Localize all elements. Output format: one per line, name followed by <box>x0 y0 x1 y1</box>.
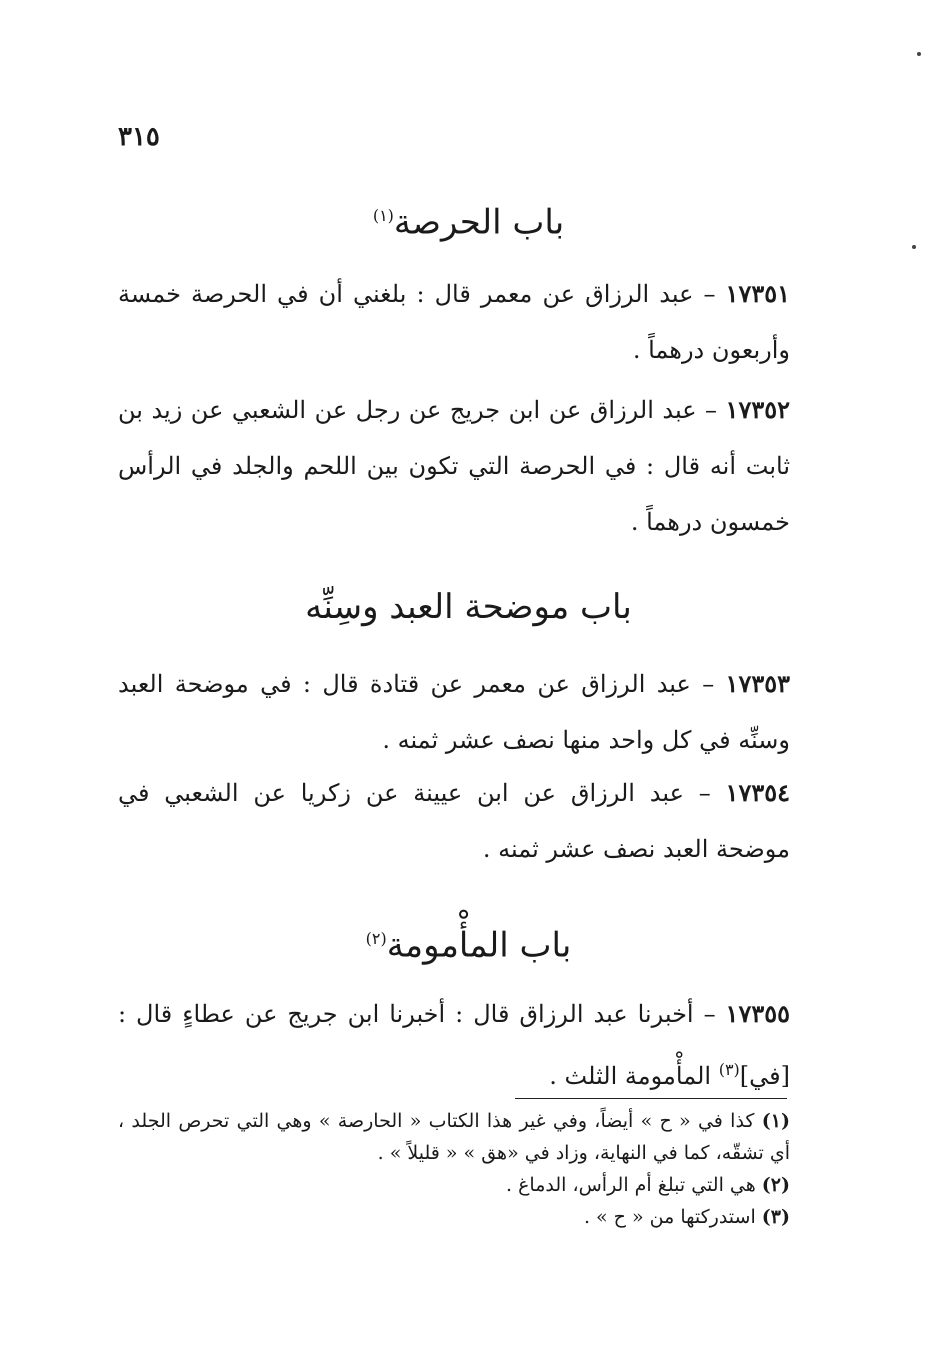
section-heading <box>0 194 937 244</box>
hadith-number: ١٧٣٥٤ <box>725 778 790 807</box>
section-title: باب المأْمومة <box>386 925 572 966</box>
footnote <box>118 1169 790 1201</box>
scan-speck <box>912 245 916 249</box>
footnote-ref: (١) <box>372 206 394 225</box>
page-number: ٣١٥ <box>118 122 160 152</box>
hadith-text: – أخبرنا عبد الرزاق قال : أخبرنا ابن جريج عن عطاءٍ قال : [في] <box>118 1000 790 1090</box>
footnote-text: هي التي تبلغ أم الرأس، الدماغ . <box>506 1174 762 1196</box>
hadith-text: المأْمومة الثلث . <box>549 1062 719 1090</box>
hadith-entry <box>118 266 790 378</box>
section-title: باب الحرصة <box>393 202 565 243</box>
hadith-text: – عبد الرزاق عن معمر قال : بلغني أن في الحرصة خمسة وأربعون درهماً . <box>118 280 790 364</box>
hadith-number: ١٧٣٥٢ <box>725 395 790 424</box>
footnote-number: (١) <box>761 1110 790 1132</box>
footnote-divider <box>515 1098 787 1099</box>
section-title: باب موضحة العبد وسِنِّه <box>305 587 632 627</box>
scan-speck <box>917 52 921 56</box>
hadith-text: – عبد الرزاق عن ابن جريج عن رجل عن الشعبي عن زيد بن ثابت أنه قال : في الحرصة التي تكون بين اللحم والجلد في الرأس خمسون درهماً . <box>118 396 790 536</box>
hadith-text: – عبد الرزاق عن معمر عن قتادة قال : في موضحة العبد وسنِّه في كل واحد منها نصف عشر ثمنه . <box>118 670 790 754</box>
footnote-ref: (٢) <box>365 929 387 948</box>
hadith-text: – عبد الرزاق عن ابن عيينة عن زكريا عن الشعبي في موضحة العبد نصف عشر ثمنه . <box>118 779 790 863</box>
footnotes <box>118 1105 790 1233</box>
section-heading <box>0 917 937 967</box>
hadith-entry <box>118 986 790 1104</box>
footnote-number: (٢) <box>761 1174 790 1196</box>
section-heading <box>0 585 937 629</box>
hadith-entry <box>118 765 790 877</box>
footnote-text: كذا في « ح » أيضاً، وفي غير هذا الكتاب « الحارصة » وهي التي تحرص الجلد ، أي تشقّه، كما في النهاية، وزاد في «هق » « قليلاً » . <box>118 1110 790 1164</box>
hadith-entry <box>118 382 790 550</box>
footnote-ref: (٣) <box>718 1060 740 1079</box>
footnote-number: (٣) <box>761 1206 790 1228</box>
footnote <box>118 1105 790 1169</box>
footnote-text: استدركتها من « ح » . <box>583 1206 762 1228</box>
hadith-entry <box>118 656 790 768</box>
footnote <box>118 1201 790 1233</box>
hadith-number: ١٧٣٥١ <box>725 279 790 308</box>
hadith-number: ١٧٣٥٥ <box>725 999 790 1028</box>
hadith-number: ١٧٣٥٣ <box>725 669 790 698</box>
